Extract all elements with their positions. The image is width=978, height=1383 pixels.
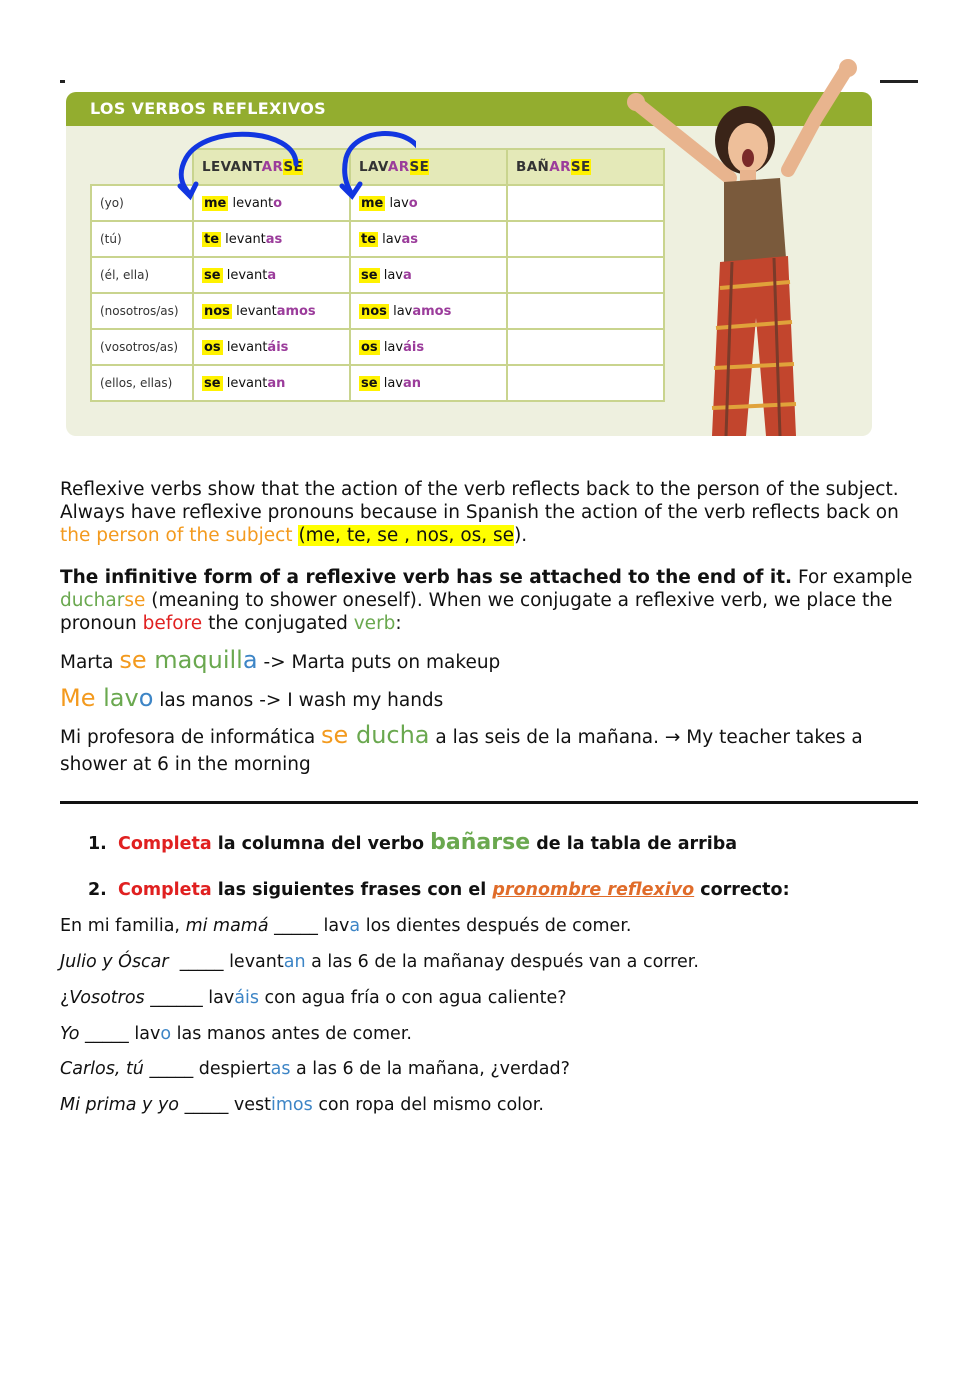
table-row — [91, 221, 664, 257]
pronoun-move-arrows — [166, 128, 416, 208]
lavarse-cell: os laváis — [350, 329, 507, 365]
infinitive-paragraph: The infinitive form of a reflexive verb has se attached to the end of it. For example ducharse (meaning to shower oneself). When we conjugate a reflexive verb, we place the pronoun before the conjugated verb: — [60, 567, 919, 634]
levantarse-cell: se levantan — [193, 365, 350, 401]
answer-blank[interactable]: _____ — [268, 916, 324, 936]
example-1: Marta se maquilla -> Marta puts on makeup — [60, 646, 501, 674]
top-right-rule — [880, 80, 918, 83]
sentence-2: Julio y Óscar _____ levantan a las 6 de la mañanay después van a correr. — [60, 952, 699, 972]
top-left-rule — [60, 80, 65, 83]
sentence-5: Carlos, tú _____ despiertas a las 6 de la mañana, ¿verdad? — [60, 1059, 570, 1079]
stretching-woman-image — [620, 58, 860, 436]
answer-blank[interactable]: _____ — [143, 1059, 199, 1079]
pronoun-cell: (vosotros/as) — [91, 329, 193, 365]
answer-blank[interactable]: ______ — [144, 988, 209, 1008]
levantarse-cell: nos levantamos — [193, 293, 350, 329]
levantarse-cell: os levantáis — [193, 329, 350, 365]
sentence-6: Mi prima y yo _____ vestimos con ropa del mismo color. — [60, 1095, 544, 1115]
sentence-1: En mi familia, mi mamá _____ lava los dientes después de comer. — [60, 916, 632, 936]
table-row — [91, 329, 664, 365]
levantarse-cell: te levantas — [193, 221, 350, 257]
table-row — [91, 293, 664, 329]
section-divider — [60, 801, 918, 804]
lavarse-cell: se lavan — [350, 365, 507, 401]
example-3: Mi profesora de informática se ducha a las seis de la mañana. → My teacher takes a shower at 6 in the morning — [60, 721, 869, 775]
pronoun-cell: (yo) — [91, 185, 193, 221]
exercise-1: 1. Completa la columna del verbo bañarse de la tabla de arriba — [88, 830, 738, 855]
pronoun-cell: (tú) — [91, 221, 193, 257]
answer-blank[interactable]: _____ — [179, 1095, 234, 1115]
col-header-levantarse: LEVANTARSE — [193, 149, 350, 185]
sentence-3: ¿Vosotros ______ laváis con agua fría o con agua caliente? — [60, 988, 567, 1008]
lavarse-cell: me lavo — [350, 185, 507, 221]
answer-blank[interactable]: _____ — [79, 1024, 135, 1044]
intro-paragraph: Reflexive verbs show that the action of the verb reflects back to the person of the subject. Always have reflexive pronouns because in Spanish the action of the verb reflects back on the person of the subject (me, te, se , nos, os, se). — [60, 479, 905, 546]
levantarse-cell: me levanto — [193, 185, 350, 221]
col-header-lavarse: LAVARSE — [350, 149, 507, 185]
lavarse-cell: se lava — [350, 257, 507, 293]
pronombre-reflexivo-link[interactable]: pronombre reflexivo — [492, 880, 695, 900]
answer-blank[interactable]: _____ — [168, 952, 230, 972]
example-2: Me lavo las manos -> I wash my hands — [60, 684, 444, 712]
lavarse-cell: nos lavamos — [350, 293, 507, 329]
pronoun-cell: (él, ella) — [91, 257, 193, 293]
exercise-2: 2. Completa las siguientes frases con el pronombre reflexivo correcto: — [88, 880, 790, 900]
pronoun-cell: (nosotros/as) — [91, 293, 193, 329]
col-header-banarse: BAÑARSE — [507, 149, 664, 185]
figure-title: LOS VERBOS REFLEXIVOS — [66, 92, 872, 126]
lavarse-cell: te lavas — [350, 221, 507, 257]
levantarse-cell: se levanta — [193, 257, 350, 293]
table-row — [91, 257, 664, 293]
table-row — [91, 365, 664, 401]
pronoun-cell: (ellos, ellas) — [91, 365, 193, 401]
sentence-4: Yo _____ lavo las manos antes de comer. — [60, 1024, 412, 1044]
